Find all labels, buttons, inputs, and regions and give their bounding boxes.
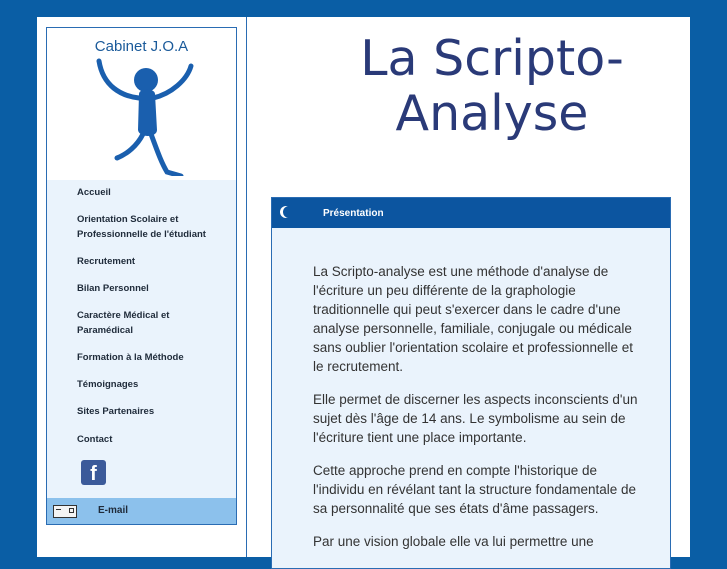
section-title: Présentation [323,208,384,219]
paragraph: Par une vision globale elle va lui permettre une [313,534,594,549]
paragraph: La Scripto-analyse est une méthode d'analyse de l'écriture un peu différente de la graphologie traditionnelle qui peut s'exercer dans le cadre d'une analyse personnelle, familiale, conjugale ou médicale sans oublier l'orientation scolaire et professionnelle et le recrutement. [313,264,634,374]
logo[interactable] [47,28,236,180]
email-label: E-mail [98,505,129,516]
content-panel [271,197,671,569]
email-icon [53,505,77,518]
email-link[interactable] [47,498,236,524]
page-title: La Scripto-Analyse [360,30,624,142]
menu-item-formation[interactable]: Formation à la Méthode [77,352,184,363]
paragraph: Cette approche prend en compte l'historique de l'individu en révélant tant la structure fondamentale de sa personnalité que ses états d'âme passagers. [313,463,637,516]
section-header [272,198,670,228]
menu-item-bilan[interactable]: Bilan Personnel [77,283,149,294]
running-figure-icon [91,58,201,176]
menu-item-caractere-medical[interactable]: Caractère Médical et Paramédical [77,310,170,336]
menu-item-accueil[interactable]: Accueil [77,187,111,198]
menu-item-temoignages[interactable]: Témoignages [77,379,139,390]
menu-item-contact[interactable]: Contact [77,434,113,445]
sidebar [46,27,237,525]
facebook-icon[interactable]: f [81,460,106,485]
menu-item-recrutement[interactable]: Recrutement [77,256,136,267]
main-menu [47,180,236,498]
page-container [37,17,690,557]
paragraph: Elle permet de discerner les aspects inconscients d'un sujet dès l'âge de 14 ans. Le symbolisme au sein de l'écriture tient une place importante. [313,392,638,445]
logo-title: Cabinet J.O.A [94,38,189,55]
menu-item-sites-partenaires[interactable]: Sites Partenaires [77,406,155,417]
column-divider [246,17,247,557]
moon-icon [283,206,295,218]
menu-item-orientation[interactable]: Orientation Scolaire et Professionnelle de l'étudiant [77,214,206,240]
